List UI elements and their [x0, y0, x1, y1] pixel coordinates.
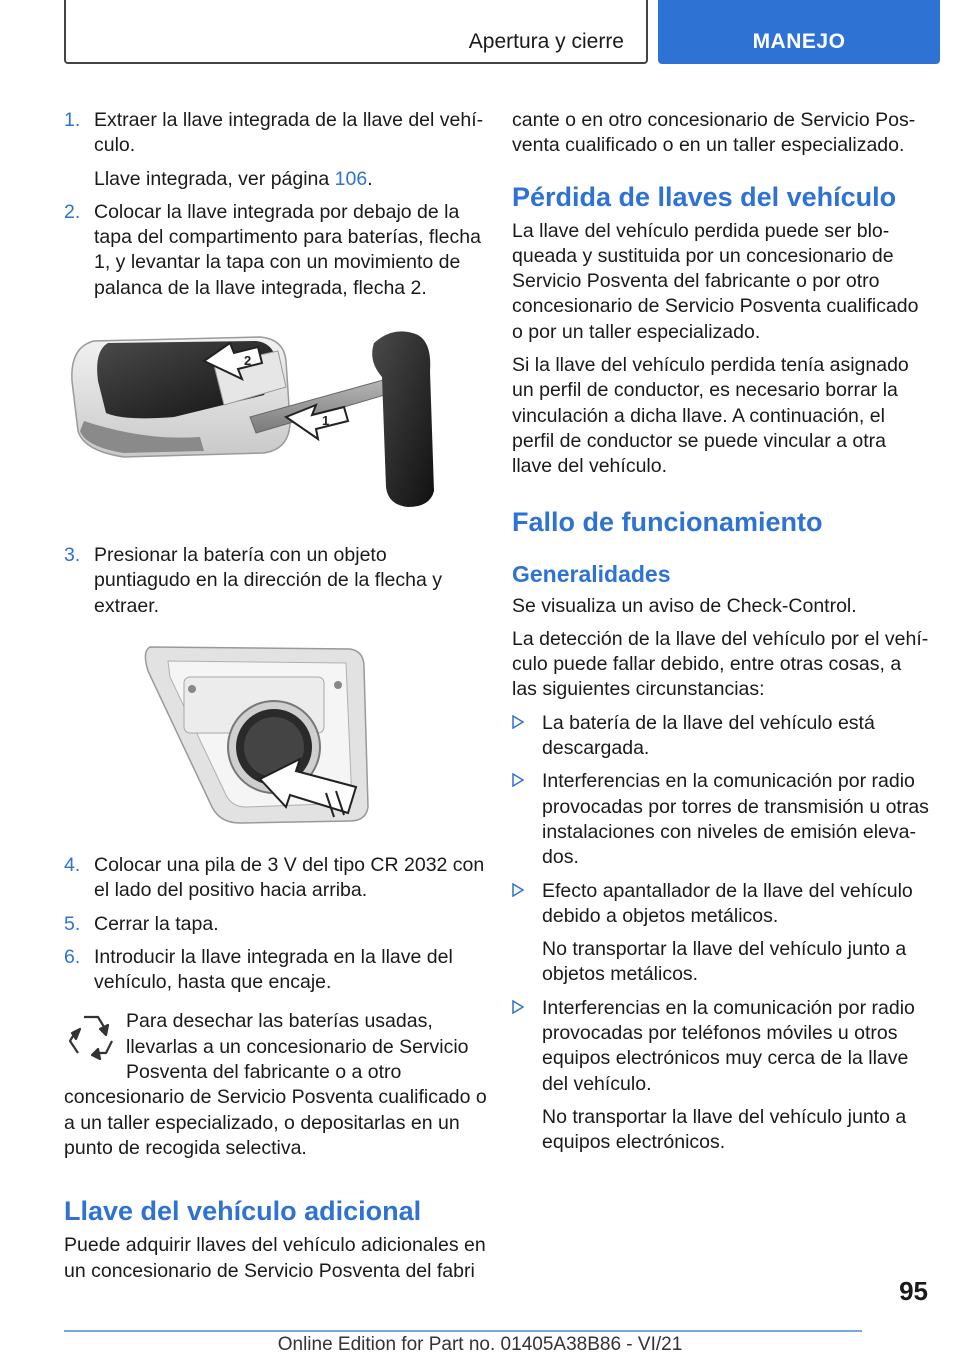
right-column — [512, 108, 930, 1164]
step-1-reference — [64, 167, 488, 192]
header-section-title: Apertura y cierre — [468, 30, 624, 53]
recycle-icon — [64, 1011, 118, 1071]
bullet-subtext: No transportar la llave del vehículo junto a objetos metálicos. — [542, 938, 907, 986]
step-text: Colocar la llave integrada por debajo de la tapa del compartimento para baterías, flecha 1, y levantar la tapa con un movimiento de palanca de la llave integrada, flecha 2. — [94, 200, 481, 299]
bullet-item — [512, 769, 930, 870]
header-chapter-label: MANEJO — [752, 30, 846, 53]
step-4 — [64, 853, 488, 904]
bullet-triangle-icon — [512, 883, 524, 897]
step-5 — [64, 912, 488, 937]
step-number: 1. — [64, 109, 81, 131]
step-text: Presionar la batería con un objeto puntiagudo en la dirección de la flecha y extraer. — [94, 544, 442, 617]
continuation-text: cante o en otro concesionario de Servicio Posventa cualificado o en un taller especializado. — [512, 109, 916, 157]
step-6 — [64, 945, 488, 996]
bullet-text: Efecto apantallador de la llave del vehículo debido a objetos metálicos. — [542, 879, 913, 927]
reference-text: Llave integrada, ver página — [94, 167, 335, 190]
left-column — [64, 108, 488, 1292]
footer-edition: Online Edition for Part no. 01405A38B86 - VI/21 — [277, 1334, 683, 1355]
note-text: Para desechar las baterías usadas, llevarlas a un concesionario de Servicio Posventa del fabricante o a otro concesionario de Servicio Posventa cualificado o a un taller especializado, o depositarlas en un punto de recogida selectiva. — [64, 1010, 487, 1159]
malfunction-heading: Fallo de funcionamiento — [512, 506, 823, 537]
general-heading: Generalidades — [512, 560, 671, 587]
header-section-box — [64, 0, 648, 64]
lost-keys-heading: Pérdida de llaves del vehículo — [512, 181, 897, 212]
bullet-text: Interferencias en la comunicación por radio provocadas por teléfonos móviles u otros equipos electrónicos muy cerca de la llave del vehículo. — [542, 996, 915, 1095]
header-chapter-tab — [658, 0, 940, 64]
bullet-triangle-icon — [512, 773, 524, 787]
general-paragraph-1: Se visualiza un aviso de Check-Control. — [512, 594, 857, 617]
step-number: 4. — [64, 853, 81, 876]
general-paragraph-2: La detección de la llave del vehículo por el vehículo puede fallar debido, entre otras cosas, a las siguientes circunstancias: — [512, 627, 929, 701]
step-number: 5. — [64, 912, 81, 935]
page-link[interactable]: 106 — [334, 167, 368, 190]
bullet-item — [512, 879, 930, 930]
additional-key-text: Puede adquirir llaves del vehículo adicionales en un concesionario de Servicio Posventa del fabri — [64, 1234, 486, 1282]
battery-removal-illustration — [64, 637, 484, 827]
key-cover-illustration — [64, 321, 484, 521]
bullet-item — [512, 711, 930, 762]
step-3 — [64, 543, 488, 619]
additional-key-heading: Llave del vehículo adicional — [64, 1196, 422, 1227]
step-number: 6. — [64, 945, 81, 968]
bullet-text: Interferencias en la comunicación por radio provocadas por torres de transmisión u otras instalaciones con niveles de emisión elevados. — [542, 770, 929, 869]
recycling-note — [64, 1009, 488, 1161]
step-1 — [64, 108, 488, 159]
bullet-text: La batería de la llave del vehículo está descargada. — [542, 711, 875, 760]
bullet-triangle-icon — [512, 715, 524, 729]
battery-removal-figure — [64, 637, 488, 827]
step-text: Introducir la llave integrada en la llave del vehículo, hasta que encaje. — [94, 945, 453, 994]
step-text: Cerrar la tapa. — [94, 912, 219, 935]
bullet-subtext: No transportar la llave del vehículo junto a equipos electrónicos. — [542, 1105, 907, 1154]
lost-keys-paragraph-1: La llave del vehículo perdida puede ser bloqueada y sustituida por un concesionario de Servicio Posventa del fabricante o por otro concesionario de Servicio Posventa cualificado o por un taller especializado. — [512, 219, 919, 343]
footer-divider — [64, 1330, 862, 1332]
step-number: 3. — [64, 544, 81, 567]
bullet-item — [512, 996, 930, 1097]
bullet-triangle-icon — [512, 1000, 524, 1014]
step-2 — [64, 200, 488, 301]
step-number: 2. — [64, 200, 81, 223]
reference-suffix: . — [367, 167, 373, 190]
svg-text:1: 1 — [322, 413, 330, 429]
step-text: Extraer la llave integrada de la llave del vehículo. — [94, 109, 484, 157]
lost-keys-paragraph-2: Si la llave del vehículo perdida tenía asignado un perfil de conductor, es necesario borrar la vinculación a dicha llave. A continuación, el perfil de conductor se puede vincular a otra llave del vehículo. — [512, 354, 909, 478]
step-text: Colocar una pila de 3 V del tipo CR 2032 con el lado del positivo hacia arriba. — [94, 853, 485, 902]
page-number: 95 — [899, 1276, 928, 1306]
key-cover-figure — [64, 321, 488, 521]
svg-text:2: 2 — [244, 353, 252, 369]
